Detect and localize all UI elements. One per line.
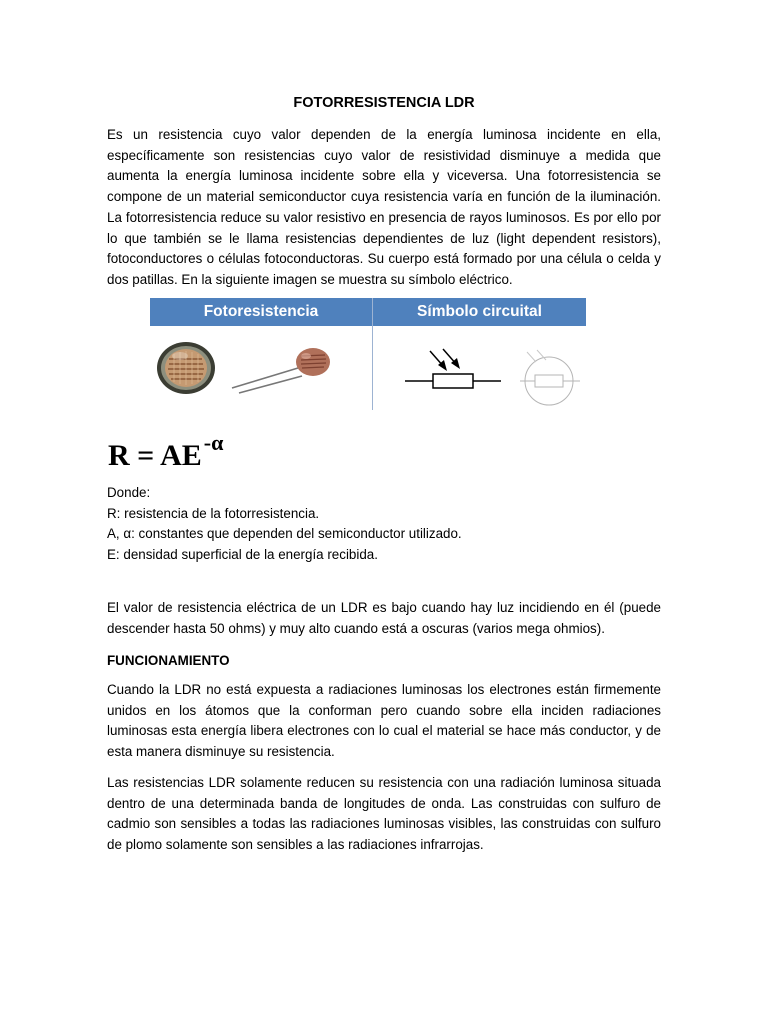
figure-header-photoresistor: Fotoresistencia <box>203 303 319 320</box>
definition-item: E: densidad superficial de la energía recibida. <box>107 547 378 563</box>
resistance-formula <box>108 430 224 476</box>
ldr-circle-symbol <box>520 350 580 405</box>
ldr-figure <box>150 298 586 410</box>
intro-paragraph: Es un resistencia cuyo valor dependen de la energía luminosa incidente en ella, específicamente son resistencias cuyo valor de resistividad disminuye a medida que aumenta la energía luminosa incidente sobre ella y viceversa. Una fotorresistencia se compone de un material semiconductor cuya resistencia varía en función de la iluminación. La fotorresistencia reduce su valor resistivo en presencia de rayos luminosos. Es por ello por lo que también se le llama resistencias dependientes de luz (light dependent resistors), fotoconductores o células fotoconductoras. Su cuerpo está formado por una célula o celda y dos patillas. En la siguiente imagen se muestra su símbolo eléctrico. <box>107 127 661 287</box>
section-heading-funcionamiento: FUNCIONAMIENTO <box>107 653 230 668</box>
resistance-paragraph: El valor de resistencia eléctrica de un LDR es bajo cuando hay luz incidiendo en él (puede descender hasta 50 ohms) y muy alto cuando está a oscuras (varios mega ohmios). <box>107 600 661 636</box>
figure-header-symbol: Símbolo circuital <box>417 303 542 320</box>
ldr-side-view-image <box>232 348 330 393</box>
funcionamiento-paragraph-2: Las resistencias LDR solamente reducen su resistencia con una radiación luminosa situada dentro de una determinada banda de longitudes de onda. Las construidas con sulfuro de cadmio son sensibles a todas las radiaciones luminosas visibles, las construidas con sulfuro de plomo solamente son sensibles a las radiaciones infrarrojas. <box>107 775 661 853</box>
definition-item: R: resistencia de la fotorresistencia. <box>107 505 320 521</box>
formula-definitions <box>107 483 462 566</box>
formula-base: R = AE <box>108 439 202 472</box>
formula-exponent: -α <box>203 430 224 455</box>
definitions-intro: Donde: <box>107 485 151 500</box>
figure-images <box>150 326 586 410</box>
document-title: FOTORRESISTENCIA LDR <box>293 95 475 111</box>
ldr-top-view-image <box>157 342 215 394</box>
funcionamiento-paragraph-1: Cuando la LDR no está expuesta a radiaciones luminosas los electrones están firmemente unidos en los átomos que la conforman pero cuando sobre ella inciden radiaciones luminosas esta energía libera electrones con lo cual el material se hace más conductor, y de esta manera disminuye su resistencia. <box>107 682 661 760</box>
ldr-circuit-symbol <box>405 349 501 388</box>
definition-item: A, α: constantes que dependen del semiconductor utilizado. <box>107 526 462 542</box>
